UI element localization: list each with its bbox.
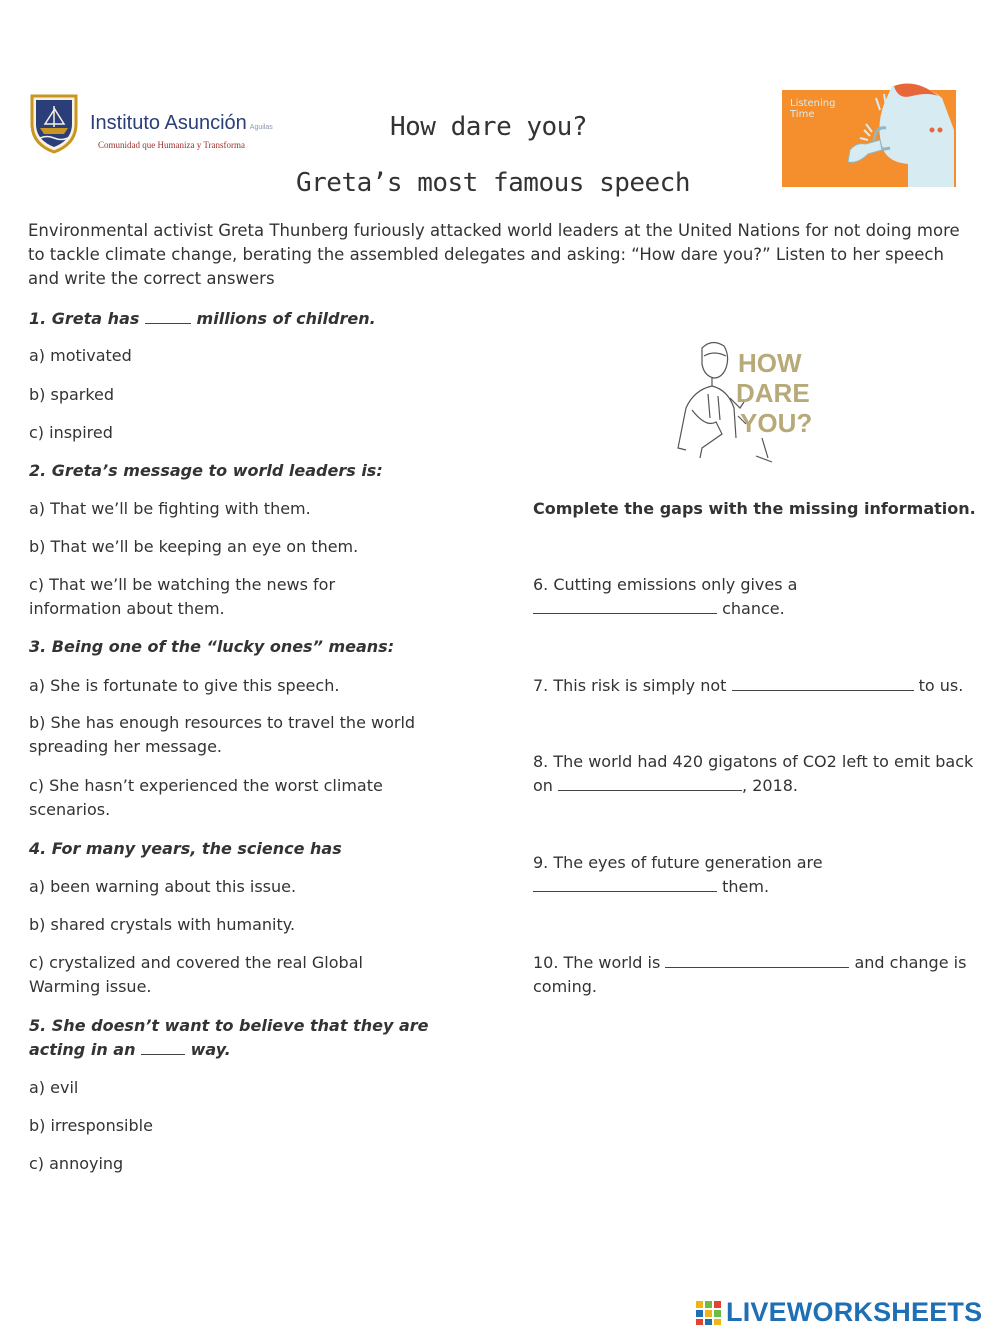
art-word-how: HOW xyxy=(738,348,802,378)
gap-q1[interactable] xyxy=(145,309,191,324)
gap-q6[interactable] xyxy=(533,599,717,614)
gap-q7[interactable] xyxy=(732,676,914,691)
gap-q5[interactable] xyxy=(141,1040,185,1055)
question-8: 8. The world had 420 gigatons of CO2 left to emit back on , 2018. xyxy=(533,752,974,795)
q4-option-a[interactable]: a) been warning about this issue. xyxy=(29,877,297,896)
question-9: 9. The eyes of future generation are them. xyxy=(533,853,823,896)
institute-name: Instituto Asunción Aguilas xyxy=(90,112,273,134)
question-10: 10. The world is and change is coming. xyxy=(533,953,967,996)
greta-illustration xyxy=(672,338,813,474)
q3-option-b[interactable]: b) She has enough resources to travel the world spreading her message. xyxy=(29,713,416,756)
art-word-you: YOU? xyxy=(740,408,813,438)
gap-q8[interactable] xyxy=(558,776,742,791)
q5-option-c[interactable]: c) annoying xyxy=(29,1154,124,1173)
q2-option-b[interactable]: b) That we’ll be keeping an eye on them. xyxy=(29,537,359,556)
page-title: How dare you? xyxy=(390,112,587,142)
question-3: 3. Being one of the “lucky ones” means: xyxy=(29,637,395,656)
q1-option-c[interactable]: c) inspired xyxy=(29,423,113,442)
art-word-dare: DARE xyxy=(736,378,810,408)
listening-time-label: Listening Time xyxy=(790,98,836,120)
institute-logo xyxy=(28,90,318,160)
gap-q10[interactable] xyxy=(665,953,849,968)
liveworksheets-brand[interactable] xyxy=(696,1297,996,1327)
q4-option-b[interactable]: b) shared crystals with humanity. xyxy=(29,915,296,934)
gap-q9[interactable] xyxy=(533,877,717,892)
q3-option-a[interactable]: a) She is fortunate to give this speech. xyxy=(29,676,340,695)
question-7: 7. This risk is simply not to us. xyxy=(533,676,964,695)
q1-option-b[interactable]: b) sparked xyxy=(29,385,115,404)
q2-option-c[interactable]: c) That we’ll be watching the news for information about them. xyxy=(29,575,336,618)
q1-option-a[interactable]: a) motivated xyxy=(29,346,132,365)
q5-option-a[interactable]: a) evil xyxy=(29,1078,79,1097)
shield-icon xyxy=(28,90,80,154)
question-6: 6. Cutting emissions only gives a chance. xyxy=(533,575,798,618)
question-5: 5. She doesn’t want to believe that they are acting in an way. xyxy=(29,1016,429,1059)
intro-paragraph: Environmental activist Greta Thunberg furiously attacked world leaders at the United Nations for not doing more to tackle climate change, berating the assembled delegates and asking: “How dare you?” Listen to her speech and write the correct answers xyxy=(28,221,960,288)
question-4: 4. For many years, the science has xyxy=(29,839,342,858)
q5-option-b[interactable]: b) irresponsible xyxy=(29,1116,153,1135)
q3-option-c[interactable]: c) She hasn’t experienced the worst climate scenarios. xyxy=(29,776,383,819)
listening-ear-icon xyxy=(782,90,956,187)
liveworksheets-wordmark: LIVEWORKSHEETS xyxy=(726,1297,983,1327)
question-1: 1. Greta has millions of children. xyxy=(29,309,376,328)
liveworksheets-icon xyxy=(696,1301,722,1325)
institute-tagline: Comunidad que Humaniza y Transforma xyxy=(98,140,245,150)
listening-time-badge xyxy=(782,90,956,187)
gaps-heading: Complete the gaps with the missing information. xyxy=(533,499,976,518)
institute-small: Aguilas xyxy=(249,124,273,131)
q4-option-c[interactable]: c) crystalized and covered the real Global Warming issue. xyxy=(29,953,363,996)
q2-option-a[interactable]: a) That we’ll be fighting with them. xyxy=(29,499,311,518)
page-subtitle: Greta’s most famous speech xyxy=(296,168,690,198)
question-2: 2. Greta’s message to world leaders is: xyxy=(29,461,383,480)
